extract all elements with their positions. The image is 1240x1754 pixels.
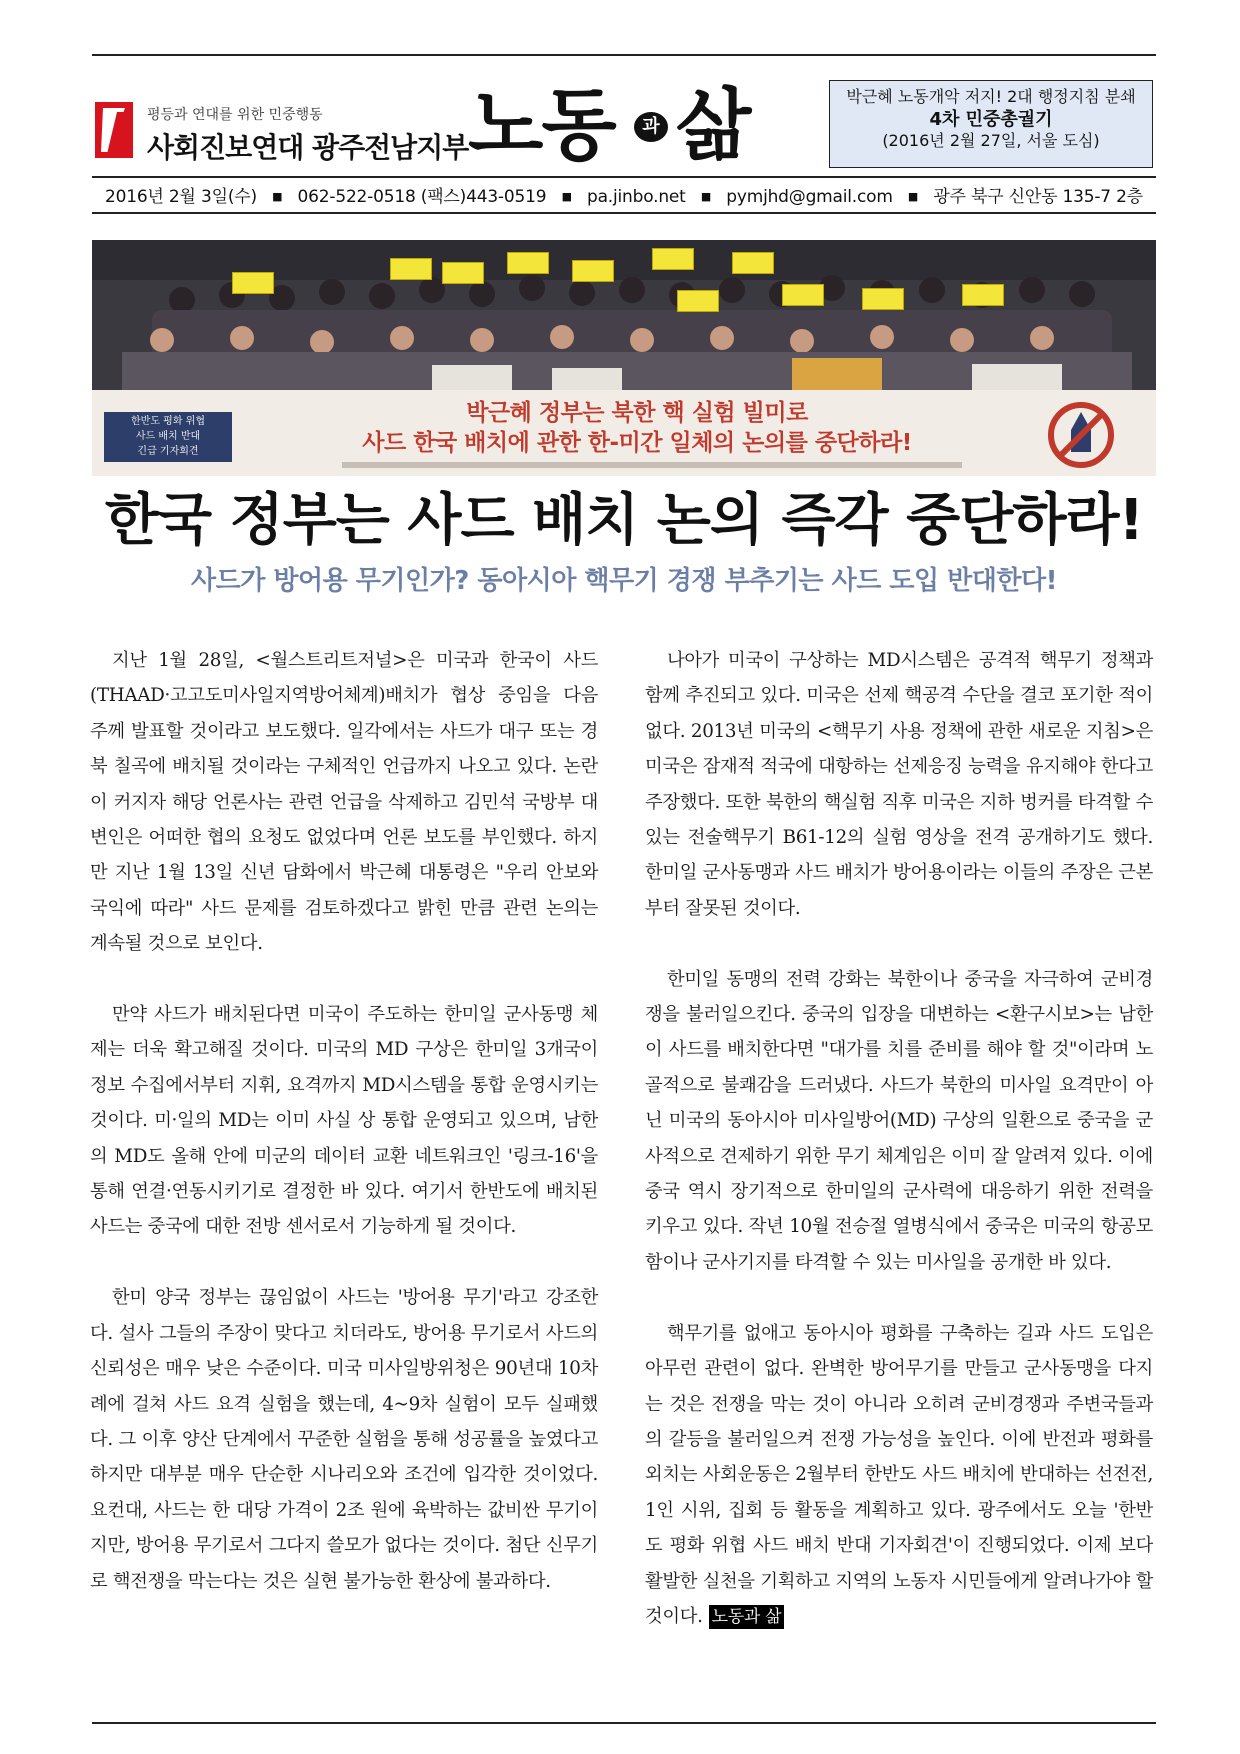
article-paragraph: 한미일 동맹의 전력 강화는 북한이나 중국을 자극하여 군비경쟁을 불러일으킨다. 중국의 입장을 대변하는 <환구시보>는 남한이 사드를 배치한다면 "대가를 치를 준비를 해야 할 것"이라며 노골적으로 불쾌감을 드러냈다. 사드가 북한의 미사일 요격만이 아닌 미국의 동아시아 미사일방어(MD) 구상의 일환으로 중국을 군사적으로 견제하기 위한 무기 체계임은 이미 잘 알려져 있다. 이에 중국 역시 장기적으로 한미일의 군사력에 대응하기 위한 전력을 키우고 있다. 작년 10월 전승절 열병식에서 중국은 미국의 항공모함이나 군사기지를 타격할 수 있는 미사일을 공개한 바 있다.: [645, 968, 1153, 1273]
newspaper-title-part1: 노동: [468, 80, 615, 171]
press-conference-photo: [92, 240, 1156, 476]
separator-icon: ■: [272, 190, 283, 203]
phone-fax: 062-522-0518 (팩스)443-0519: [297, 187, 547, 207]
no-thaad-symbol-icon: [1046, 400, 1116, 470]
banner-left-line: 한반도 평화 위협: [131, 416, 205, 427]
address: 광주 북구 신안동 135-7 2층: [933, 187, 1143, 207]
newspaper-title: [468, 78, 798, 173]
protest-sign: [862, 288, 904, 310]
article-right-column: [645, 643, 1153, 1634]
article-paragraph: 만약 사드가 배치된다면 미국이 주도하는 한미일 군사동맹 체제는 더욱 확고해질 것이다. 미국의 MD 구상은 한미일 3개국이 정보 수집에서부터 지휘, 요격까지 MD시스템을 통합 운영시키는 것이다. 미·일의 MD는 이미 사실 상 통합 운영되고 있으며, 남한의 MD도 올해 안에 미군의 데이터 교환 네트워크인 '링크-16'을 통해 연결·연동시키기로 결정한 바 있다. 여기서 한반도에 배치된 사드는 중국에 대한 전방 센서로서 기능하게 될 것이다.: [90, 1004, 598, 1238]
newspaper-title-gwa: 과: [634, 112, 668, 142]
protest-sign: [572, 260, 614, 282]
protest-sign: [442, 262, 484, 284]
protest-sign: [782, 284, 824, 306]
banner-slogan-line-1: 박근혜 정부는 북한 핵 실험 빌미로: [466, 400, 808, 426]
article-paragraph-last: [645, 1316, 1153, 1635]
protest-sign: [232, 272, 274, 294]
top-rule: [92, 54, 1156, 56]
press-banner: [92, 390, 1156, 476]
email-link[interactable]: pymjhd@gmail.com: [726, 187, 893, 207]
banner-left-line: 긴급 기자회견: [137, 446, 199, 457]
contact-info-line: [92, 182, 1156, 207]
organization-slogan: 평등과 연대를 위한 민중행동: [147, 107, 323, 123]
protest-sign: [962, 284, 1004, 306]
crowd-illustration: [92, 240, 1156, 400]
main-headline: 한국 정부는 사드 배치 논의 즉각 중단하라!: [104, 488, 1144, 553]
newspaper-signature: 노동과 삶: [709, 1605, 785, 1629]
protest-sign: [677, 290, 719, 312]
organization-logo-icon: [95, 102, 133, 158]
banner-slogan: [242, 398, 1032, 458]
event-announcement-box: [829, 80, 1153, 168]
protest-sign: [652, 248, 694, 270]
issue-date: 2016년 2월 3일(수): [105, 187, 257, 207]
separator-icon: ■: [700, 190, 712, 203]
protest-sign: [390, 258, 432, 280]
organization-name: 사회진보연대 광주전남지부: [147, 131, 469, 164]
sub-headline: 사드가 방어용 무기인가? 동아시아 핵무기 경쟁 부추기는 사드 도입 반대한다!: [190, 566, 1057, 596]
protest-sign: [732, 252, 774, 274]
info-top-rule: [92, 176, 1156, 178]
article-paragraph: 한미 양국 정부는 끊임없이 사드는 '방어용 무기'라고 강조한다. 설사 그들의 주장이 맞다고 치더라도, 방어용 무기로서 사드의 신뢰성은 매우 낮은 수준이다. 미국 미사일방위청은 90년대 10차례에 걸쳐 사드 요격 실험을 했는데, 4~9차 실험이 모두 실패했다. 그 이후 양산 단계에서 꾸준한 실험을 통해 성공률을 높였다고 하지만 대부분 매우 단순한 시나리오와 조건에 입각한 것이었다. 요컨대, 사드는 한 대당 가격이 2조 원에 육박하는 값비싼 무기이지만, 방어용 무기로서 그다지 쓸모가 없다는 것이다. 첨단 신무기로 핵전쟁을 막는다는 것은 실현 불가능한 환상에 불과하다.: [90, 1287, 598, 1592]
banner-footer-strip: [342, 462, 962, 468]
banner-left-label: [104, 412, 232, 462]
bottom-rule: [92, 1722, 1156, 1724]
banner-left-line: 사드 배치 반대: [135, 431, 201, 442]
separator-icon: ■: [907, 190, 919, 203]
event-line-3: (2016년 2월 27일, 서울 도심): [882, 131, 1100, 151]
protest-sign: [507, 252, 549, 274]
newspaper-title-part2: 삶: [676, 80, 750, 171]
event-line-2: 4차 민중총궐기: [929, 108, 1053, 130]
website-link[interactable]: pa.jinbo.net: [586, 187, 686, 207]
article-left-column: [90, 643, 598, 1599]
article-paragraph: 나아가 미국이 구상하는 MD시스템은 공격적 핵무기 정책과 함께 추진되고 있다. 미국은 선제 핵공격 수단을 결코 포기한 적이 없다. 2013년 미국의 <핵무기 사용 정책에 관한 새로운 지침>은 미국은 잠재적 적국에 대항하는 선제응징 능력을 유지해야 한다고 주장했다. 또한 북한의 핵실험 직후 미국은 지하 벙커를 타격할 수 있는 전술핵무기 B61-12의 실험 영상을 전격 공개하기도 했다. 한미일 군사동맹과 사드 배치가 방어용이라는 이들의 주장은 근본부터 잘못된 것이다.: [645, 650, 1153, 919]
organization-block: [95, 100, 469, 164]
article-paragraph: 지난 1월 28일, <월스트리트저널>은 미국과 한국이 사드(THAAD·고고도미사일지역방어체계)배치가 협상 중임을 다음 주께 발표할 것이라고 보도했다. 일각에서는 사드가 대구 또는 경북 칠곡에 배치될 것이라는 구체적인 언급까지 나오고 있다. 논란이 커지자 해당 언론사는 관련 언급을 삭제하고 김민석 국방부 대변인은 어떠한 협의 요청도 없었다며 언론 보도를 부인했다. 하지만 지난 1월 13일 신년 담화에서 박근혜 대통령은 "우리 안보와 국익에 따라" 사드 문제를 검토하겠다고 밝힌 만큼 관련 논의는 계속될 것으로 보인다.: [90, 650, 598, 955]
info-bottom-rule: [92, 212, 1156, 214]
banner-slogan-line-2: 사드 한국 배치에 관한 한-미간 일체의 논의를 중단하라!: [362, 430, 912, 456]
event-line-1: 박근혜 노동개악 저지! 2대 행정지침 분쇄: [846, 87, 1136, 106]
separator-icon: ■: [561, 190, 572, 203]
article-paragraph-text: 핵무기를 없애고 동아시아 평화를 구축하는 길과 사드 도입은 아무런 관련이 없다. 완벽한 방어무기를 만들고 군사동맹을 다지는 것은 전쟁을 막는 것이 아니라 오히려 군비경쟁과 주변국들과의 갈등을 불러일으켜 전쟁 가능성을 높인다. 이에 반전과 평화를 외치는 사회운동은 2월부터 한반도 사드 배치에 반대하는 선전전, 1인 시위, 집회 등 활동을 계획하고 있다. 광주에서도 오늘 '한반도 평화 위협 사드 배치 반대 기자회견'이 진행되었다. 이제 보다 활발한 실천을 기획하고 지역의 노동자 시민들에게 알려나가야 할 것이다.: [645, 1322, 1153, 1627]
